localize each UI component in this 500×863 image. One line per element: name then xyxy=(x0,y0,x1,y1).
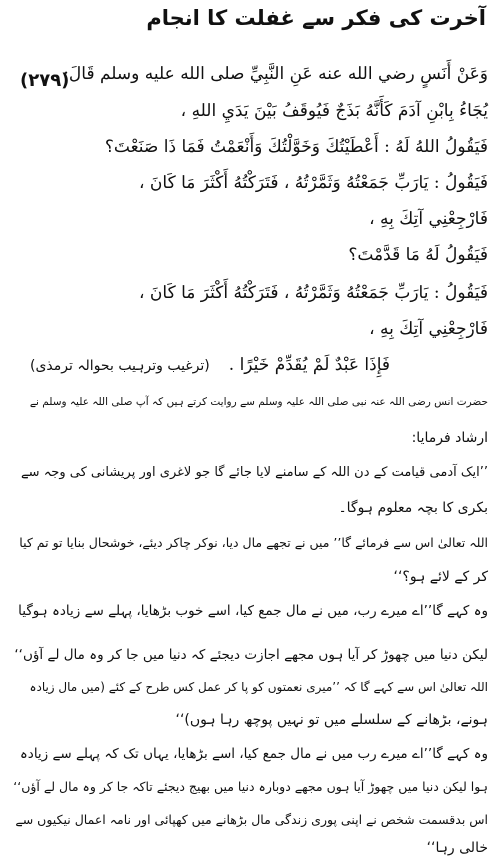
arabic-line: فَيَقُولُ : يَارَبِّ جَمَعْتُهُ وَثَمَّرْتُهُ ، فَتَرَكْتُهُ أَكْثَرَ مَا كَانَ ، xyxy=(139,283,488,303)
arabic-line: فَإِذَا عَبْدٌ لَمْ يُقَدِّمْ خَيْرًا . xyxy=(228,355,390,375)
urdu-line: کر کے لائے ہو؟‘‘ xyxy=(393,569,488,585)
hadith-number: (۲۷۹) xyxy=(20,70,70,91)
urdu-line: ارشاد فرمایا: xyxy=(411,430,488,446)
arabic-line: فَيَقُولُ اللهُ لَهُ : أَعْطَيْتُكَ وَخَوَّلْتُكَ وَأَنْعَمْتُ فَمَا ذَا صَنَعْتَ؟ xyxy=(104,137,488,157)
chapter-title: آخرت کی فکر سے غفلت کا انجام xyxy=(146,6,486,30)
urdu-line: حضرت انس رضی اللہ عنہ نبی صلی اللہ علیہ وسلم سے روایت کرتے ہیں کہ آپ صلی اللہ علیہ وسلم نے xyxy=(29,396,488,408)
arabic-line: فَارْجِعْنِي آتِكَ بِهِ ، xyxy=(369,209,488,229)
arabic-line: وَعَنْ أَنَسٍ رضي الله عنه عَنِ النَّبِيِّ صلى الله عليه وسلم قَالَ: xyxy=(63,64,488,84)
urdu-line: اللہ تعالیٰ اس سے فرمائے گا’’ میں نے تجھے مال دیا، نوکر چاکر دیئے، خوشحال بنایا تو تم کیا xyxy=(19,535,488,550)
urdu-line: ہونے، بڑھانے کے سلسلے میں تو نہیں پوچھ رہا ہوں)‘‘ xyxy=(175,712,488,728)
urdu-line: خالی رہا‘‘ xyxy=(426,840,488,856)
urdu-line: اللہ تعالیٰ اس سے کہے گا کہ ’’میری نعمتوں کو پا کر عمل کس طرح کے کئے (میں مال زیادہ xyxy=(29,680,488,694)
arabic-line: فَيَقُولُ : يَارَبِّ جَمَعْتُهُ وَثَمَّرْتُهُ ، فَتَرَكْتُهُ أَكْثَرَ مَا كَانَ ، xyxy=(139,173,488,193)
hadith-reference: (ترغیب وترہیب بحوالہ ترمذی) xyxy=(30,358,210,374)
urdu-line: اس بدقسمت شخص نے اپنی پوری زندگی مال بڑھانے میں کھپائی اور نامہ اعمال نیکیوں سے xyxy=(15,812,488,827)
arabic-line: فَارْجِعْنِي آتِكَ بِهِ ، xyxy=(369,319,488,339)
urdu-line: بکری کا بچہ معلوم ہوگا۔ xyxy=(338,500,488,516)
urdu-line: ہوا لیکن دنیا میں چھوڑ آیا ہوں مجھے دوبارہ دنیا میں بھیج دیجئے تاکہ جا کر وہ مال لے آؤں‘‘ xyxy=(13,779,488,794)
urdu-line: وہ کہے گا’’اے میرے رب میں نے مال جمع کیا، اسے بڑھایا، یہاں تک کہ پہلے سے زیادہ xyxy=(19,746,488,762)
arabic-line: يُجَاءُ بِابْنِ آدَمَ كَأَنَّهُ بَذَجٌ فَيُوقَفُ بَيْنَ يَدَيِ اللهِ ، xyxy=(180,101,488,121)
arabic-line: فَيَقُولُ لَهُ مَا قَدَّمْتَ؟ xyxy=(348,245,488,265)
urdu-line: وہ کہے گا’’اے میرے رب، میں نے مال جمع کیا، اسے خوب بڑھایا، پہلے سے زیادہ ہوگیا xyxy=(18,603,488,619)
urdu-line: ’’ایک آدمی قیامت کے دن اللہ کے سامنے لایا جائے گا جو لاغری اور پریشانی کی وجہ سے xyxy=(21,465,488,480)
urdu-line: لیکن دنیا میں چھوڑ کر آیا ہوں مجھے اجازت دیجئے کہ دنیا میں جا کر وہ مال لے آؤں‘‘ xyxy=(14,647,488,663)
